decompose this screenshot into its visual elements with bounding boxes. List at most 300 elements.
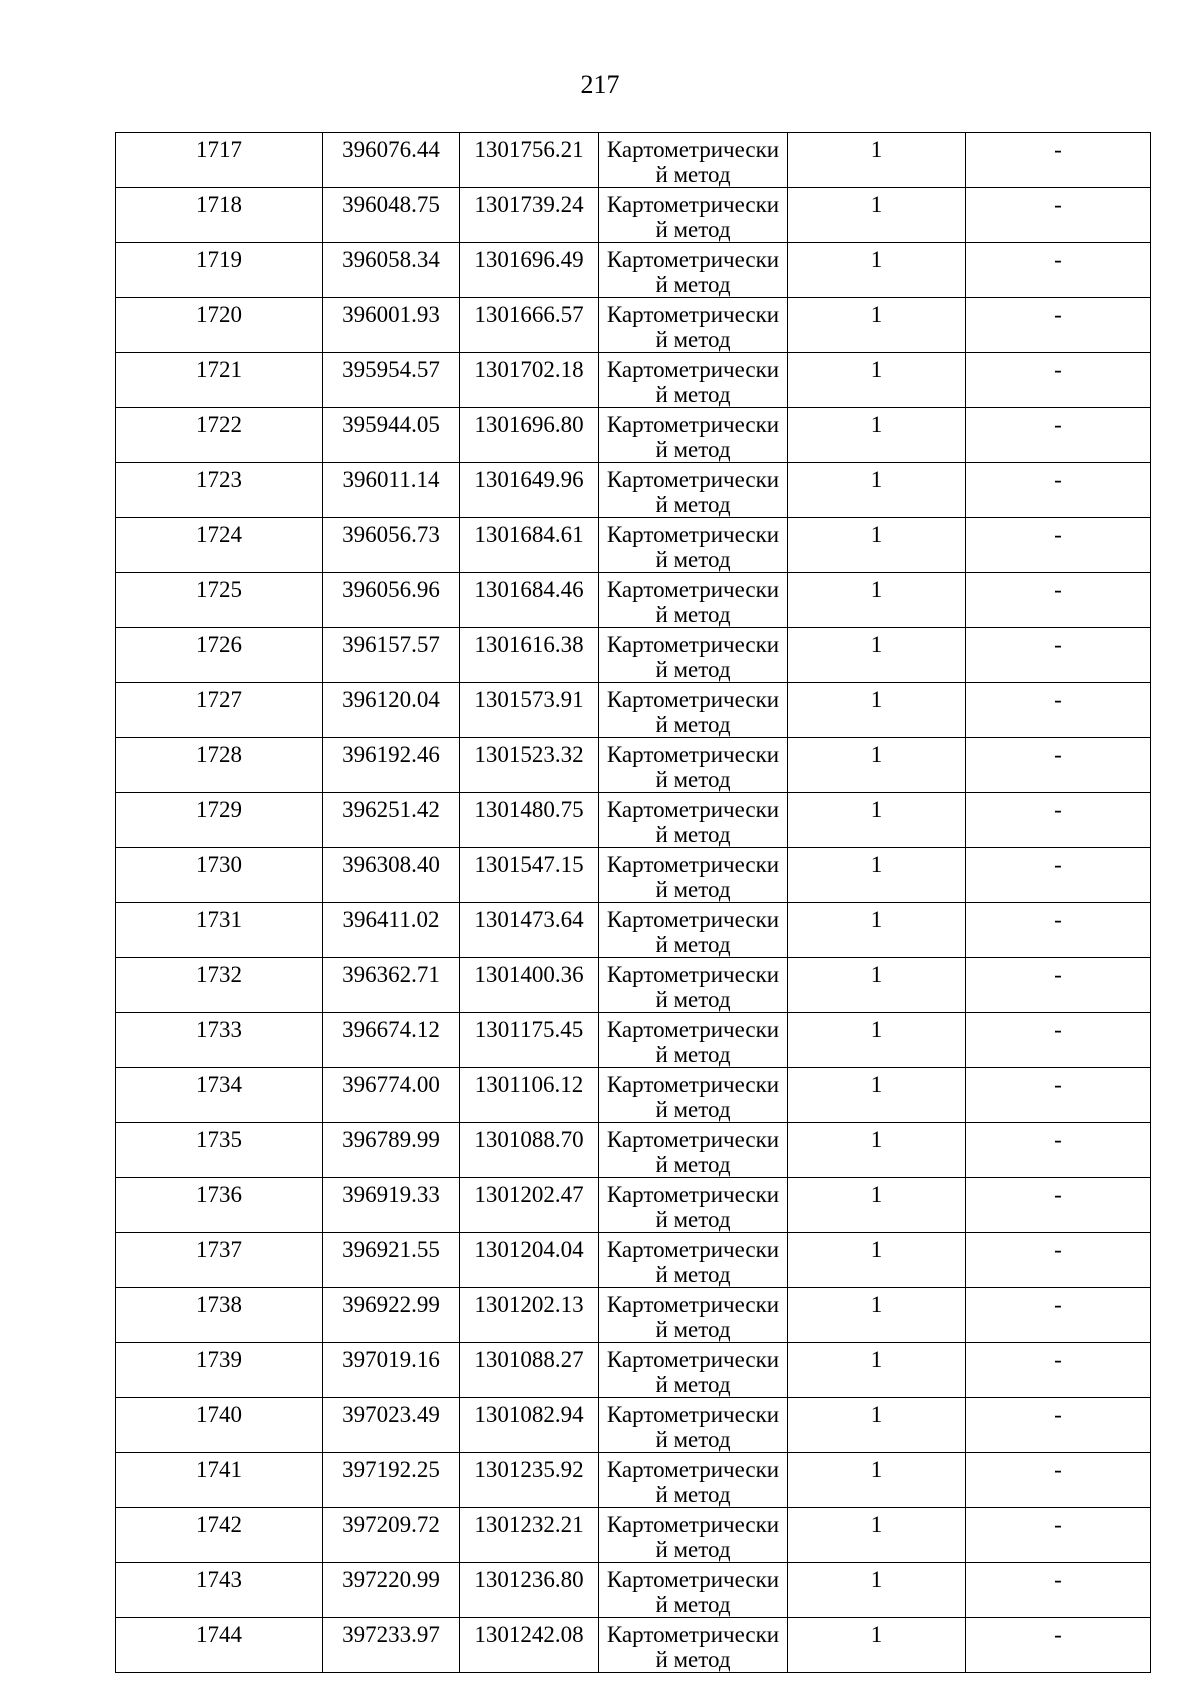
y-coordinate-cell-text: 1301739.24 [474, 192, 584, 217]
method-cell-text: Картометрический метод [606, 852, 780, 902]
note-cell [966, 1288, 1151, 1343]
note-cell [966, 1123, 1151, 1178]
accuracy-cell-text: 1 [870, 1182, 883, 1207]
point-number-cell-text: 1743 [196, 1567, 242, 1592]
y-coordinate-cell-text: 1301082.94 [474, 1402, 584, 1427]
y-coordinate-cell [460, 1618, 599, 1673]
method-cell-text: Картометрический метод [606, 357, 780, 407]
point-number-cell-text: 1722 [196, 412, 242, 437]
note-cell [966, 793, 1151, 848]
y-coordinate-cell [460, 408, 599, 463]
note-cell [966, 408, 1151, 463]
accuracy-cell-text: 1 [870, 687, 883, 712]
x-coordinate-cell [323, 1618, 460, 1673]
x-coordinate-cell-text: 396001.93 [342, 302, 440, 327]
accuracy-cell [788, 738, 966, 793]
note-cell-text: - [1054, 1402, 1062, 1427]
table-row [116, 738, 1151, 793]
method-cell-text: Картометрический метод [606, 137, 780, 187]
accuracy-cell [788, 1618, 966, 1673]
y-coordinate-cell-text: 1301473.64 [474, 907, 584, 932]
table-row [116, 243, 1151, 298]
method-cell [599, 683, 788, 738]
table-row [116, 1398, 1151, 1453]
table-row [116, 628, 1151, 683]
point-number-cell [116, 1453, 323, 1508]
x-coordinate-cell-text: 396048.75 [342, 192, 440, 217]
note-cell [966, 188, 1151, 243]
note-cell-text: - [1054, 632, 1062, 657]
note-cell [966, 1068, 1151, 1123]
method-cell [599, 1453, 788, 1508]
method-cell [599, 903, 788, 958]
note-cell-text: - [1054, 687, 1062, 712]
note-cell [966, 463, 1151, 518]
point-number-cell [116, 848, 323, 903]
method-cell [599, 738, 788, 793]
table-row [116, 573, 1151, 628]
accuracy-cell-text: 1 [870, 1402, 883, 1427]
y-coordinate-cell-text: 1301235.92 [474, 1457, 584, 1482]
point-number-cell [116, 408, 323, 463]
note-cell-text: - [1054, 1072, 1062, 1097]
y-coordinate-cell [460, 1013, 599, 1068]
y-coordinate-cell [460, 188, 599, 243]
method-cell [599, 958, 788, 1013]
table-row [116, 408, 1151, 463]
point-number-cell-text: 1728 [196, 742, 242, 767]
accuracy-cell-text: 1 [870, 467, 883, 492]
y-coordinate-cell-text: 1301106.12 [474, 1072, 584, 1097]
accuracy-cell-text: 1 [870, 1017, 883, 1042]
accuracy-cell [788, 1013, 966, 1068]
x-coordinate-cell [323, 683, 460, 738]
method-cell-text: Картометрический метод [606, 412, 780, 462]
x-coordinate-cell [323, 573, 460, 628]
accuracy-cell [788, 408, 966, 463]
note-cell [966, 243, 1151, 298]
accuracy-cell-text: 1 [870, 852, 883, 877]
method-cell [599, 408, 788, 463]
note-cell-text: - [1054, 1182, 1062, 1207]
x-coordinate-cell-text: 397019.16 [342, 1347, 440, 1372]
table-row [116, 518, 1151, 573]
method-cell-text: Картометрический метод [606, 302, 780, 352]
y-coordinate-cell-text: 1301573.91 [474, 687, 584, 712]
accuracy-cell-text: 1 [870, 907, 883, 932]
x-coordinate-cell-text: 396308.40 [342, 852, 440, 877]
table-row [116, 958, 1151, 1013]
accuracy-cell-text: 1 [870, 1347, 883, 1372]
y-coordinate-cell-text: 1301232.21 [474, 1512, 584, 1537]
x-coordinate-cell [323, 518, 460, 573]
x-coordinate-cell-text: 397023.49 [342, 1402, 440, 1427]
x-coordinate-cell-text: 396251.42 [342, 797, 440, 822]
method-cell-text: Картометрический метод [606, 1182, 780, 1232]
accuracy-cell [788, 1343, 966, 1398]
table-row [116, 353, 1151, 408]
x-coordinate-cell-text: 396157.57 [342, 632, 440, 657]
note-cell [966, 848, 1151, 903]
x-coordinate-cell-text: 395944.05 [342, 412, 440, 437]
method-cell [599, 1508, 788, 1563]
accuracy-cell [788, 793, 966, 848]
note-cell-text: - [1054, 137, 1062, 162]
x-coordinate-cell-text: 396789.99 [342, 1127, 440, 1152]
note-cell [966, 1013, 1151, 1068]
method-cell-text: Картометрический метод [606, 1567, 780, 1617]
x-coordinate-cell [323, 298, 460, 353]
point-number-cell-text: 1719 [196, 247, 242, 272]
y-coordinate-cell-text: 1301616.38 [474, 632, 584, 657]
method-cell-text: Картометрический метод [606, 1292, 780, 1342]
point-number-cell [116, 683, 323, 738]
x-coordinate-cell [323, 848, 460, 903]
method-cell [599, 133, 788, 188]
y-coordinate-cell-text: 1301696.80 [474, 412, 584, 437]
y-coordinate-cell [460, 903, 599, 958]
point-number-cell-text: 1729 [196, 797, 242, 822]
y-coordinate-cell [460, 1233, 599, 1288]
method-cell [599, 1013, 788, 1068]
method-cell [599, 1178, 788, 1233]
note-cell [966, 683, 1151, 738]
accuracy-cell-text: 1 [870, 577, 883, 602]
method-cell [599, 848, 788, 903]
point-number-cell [116, 188, 323, 243]
note-cell [966, 1233, 1151, 1288]
x-coordinate-cell-text: 396919.33 [342, 1182, 440, 1207]
accuracy-cell [788, 1068, 966, 1123]
y-coordinate-cell-text: 1301242.08 [474, 1622, 584, 1647]
table-row [116, 903, 1151, 958]
x-coordinate-cell-text: 396011.14 [342, 467, 440, 492]
note-cell-text: - [1054, 1347, 1062, 1372]
x-coordinate-cell [323, 1013, 460, 1068]
table-row [116, 1343, 1151, 1398]
method-cell [599, 1123, 788, 1178]
y-coordinate-cell [460, 848, 599, 903]
x-coordinate-cell [323, 133, 460, 188]
point-number-cell-text: 1731 [196, 907, 242, 932]
x-coordinate-cell [323, 188, 460, 243]
x-coordinate-cell-text: 396056.73 [342, 522, 440, 547]
method-cell-text: Картометрический метод [606, 1512, 780, 1562]
accuracy-cell [788, 463, 966, 518]
y-coordinate-cell-text: 1301202.47 [474, 1182, 584, 1207]
y-coordinate-cell [460, 1178, 599, 1233]
method-cell [599, 1233, 788, 1288]
point-number-cell [116, 1233, 323, 1288]
point-number-cell-text: 1744 [196, 1622, 242, 1647]
x-coordinate-cell-text: 397209.72 [342, 1512, 440, 1537]
method-cell [599, 1563, 788, 1618]
table-row [116, 1288, 1151, 1343]
note-cell-text: - [1054, 1457, 1062, 1482]
point-number-cell [116, 1123, 323, 1178]
y-coordinate-cell-text: 1301523.32 [474, 742, 584, 767]
accuracy-cell [788, 573, 966, 628]
method-cell [599, 628, 788, 683]
accuracy-cell [788, 1178, 966, 1233]
method-cell-text: Картометрический метод [606, 1457, 780, 1507]
x-coordinate-cell [323, 1233, 460, 1288]
point-number-cell-text: 1740 [196, 1402, 242, 1427]
accuracy-cell [788, 1288, 966, 1343]
note-cell-text: - [1054, 797, 1062, 822]
y-coordinate-cell [460, 738, 599, 793]
x-coordinate-cell [323, 958, 460, 1013]
x-coordinate-cell [323, 1288, 460, 1343]
point-number-cell-text: 1735 [196, 1127, 242, 1152]
accuracy-cell-text: 1 [870, 797, 883, 822]
table-row [116, 1123, 1151, 1178]
note-cell-text: - [1054, 192, 1062, 217]
table-row [116, 683, 1151, 738]
accuracy-cell-text: 1 [870, 1127, 883, 1152]
accuracy-cell [788, 628, 966, 683]
note-cell-text: - [1054, 962, 1062, 987]
point-number-cell-text: 1738 [196, 1292, 242, 1317]
method-cell [599, 793, 788, 848]
y-coordinate-cell [460, 1398, 599, 1453]
accuracy-cell [788, 903, 966, 958]
note-cell [966, 1343, 1151, 1398]
note-cell-text: - [1054, 357, 1062, 382]
point-number-cell-text: 1734 [196, 1072, 242, 1097]
note-cell-text: - [1054, 742, 1062, 767]
y-coordinate-cell [460, 958, 599, 1013]
method-cell-text: Картометрический метод [606, 797, 780, 847]
point-number-cell [116, 463, 323, 518]
point-number-cell-text: 1742 [196, 1512, 242, 1537]
y-coordinate-cell-text: 1301684.61 [474, 522, 584, 547]
accuracy-cell [788, 1233, 966, 1288]
accuracy-cell [788, 298, 966, 353]
table-row [116, 1618, 1151, 1673]
y-coordinate-cell-text: 1301088.27 [474, 1347, 584, 1372]
point-number-cell [116, 1343, 323, 1398]
y-coordinate-cell-text: 1301702.18 [474, 357, 584, 382]
point-number-cell [116, 1618, 323, 1673]
accuracy-cell-text: 1 [870, 412, 883, 437]
point-number-cell [116, 628, 323, 683]
y-coordinate-cell [460, 1343, 599, 1398]
y-coordinate-cell-text: 1301480.75 [474, 797, 584, 822]
point-number-cell-text: 1721 [196, 357, 242, 382]
y-coordinate-cell-text: 1301649.96 [474, 467, 584, 492]
point-number-cell [116, 1068, 323, 1123]
method-cell-text: Картометрический метод [606, 467, 780, 517]
note-cell [966, 628, 1151, 683]
x-coordinate-cell-text: 397192.25 [342, 1457, 440, 1482]
accuracy-cell [788, 518, 966, 573]
x-coordinate-cell [323, 628, 460, 683]
accuracy-cell [788, 1508, 966, 1563]
accuracy-cell [788, 133, 966, 188]
x-coordinate-cell-text: 396922.99 [342, 1292, 440, 1317]
accuracy-cell-text: 1 [870, 357, 883, 382]
point-number-cell [116, 133, 323, 188]
y-coordinate-cell [460, 1563, 599, 1618]
x-coordinate-cell [323, 738, 460, 793]
note-cell [966, 518, 1151, 573]
table-row [116, 1233, 1151, 1288]
table-row [116, 298, 1151, 353]
note-cell-text: - [1054, 1127, 1062, 1152]
method-cell-text: Картометрический метод [606, 742, 780, 792]
accuracy-cell [788, 1398, 966, 1453]
method-cell-text: Картометрический метод [606, 1402, 780, 1452]
y-coordinate-cell [460, 243, 599, 298]
x-coordinate-cell-text: 396411.02 [342, 907, 440, 932]
accuracy-cell [788, 683, 966, 738]
point-number-cell [116, 1563, 323, 1618]
page-number: 217 [580, 70, 620, 99]
method-cell-text: Картометрический метод [606, 192, 780, 242]
y-coordinate-cell [460, 573, 599, 628]
table-row [116, 1013, 1151, 1068]
x-coordinate-cell-text: 396076.44 [342, 137, 440, 162]
accuracy-cell-text: 1 [870, 1292, 883, 1317]
note-cell [966, 1453, 1151, 1508]
point-number-cell-text: 1727 [196, 687, 242, 712]
accuracy-cell-text: 1 [870, 522, 883, 547]
point-number-cell-text: 1736 [196, 1182, 242, 1207]
accuracy-cell-text: 1 [870, 1457, 883, 1482]
point-number-cell-text: 1732 [196, 962, 242, 987]
x-coordinate-cell [323, 903, 460, 958]
note-cell-text: - [1054, 907, 1062, 932]
method-cell-text: Картометрический метод [606, 962, 780, 1012]
note-cell [966, 1563, 1151, 1618]
y-coordinate-cell-text: 1301400.36 [474, 962, 584, 987]
point-number-cell [116, 1508, 323, 1563]
accuracy-cell [788, 958, 966, 1013]
x-coordinate-cell-text: 396120.04 [342, 687, 440, 712]
point-number-cell-text: 1737 [196, 1237, 242, 1262]
x-coordinate-cell [323, 1343, 460, 1398]
table-row [116, 1068, 1151, 1123]
y-coordinate-cell [460, 1288, 599, 1343]
point-number-cell [116, 353, 323, 408]
note-cell [966, 573, 1151, 628]
accuracy-cell [788, 848, 966, 903]
x-coordinate-cell-text: 396774.00 [342, 1072, 440, 1097]
point-number-cell [116, 243, 323, 298]
accuracy-cell-text: 1 [870, 302, 883, 327]
note-cell-text: - [1054, 247, 1062, 272]
note-cell [966, 133, 1151, 188]
note-cell-text: - [1054, 522, 1062, 547]
point-number-cell-text: 1718 [196, 192, 242, 217]
note-cell-text: - [1054, 467, 1062, 492]
note-cell [966, 958, 1151, 1013]
note-cell-text: - [1054, 1567, 1062, 1592]
x-coordinate-cell [323, 1178, 460, 1233]
accuracy-cell [788, 1123, 966, 1178]
note-cell-text: - [1054, 577, 1062, 602]
method-cell-text: Картометрический метод [606, 1017, 780, 1067]
note-cell [966, 1618, 1151, 1673]
x-coordinate-cell-text: 396674.12 [342, 1017, 440, 1042]
table-row [116, 463, 1151, 518]
x-coordinate-cell-text: 397233.97 [342, 1622, 440, 1647]
point-number-cell [116, 573, 323, 628]
note-cell [966, 903, 1151, 958]
method-cell-text: Картометрический метод [606, 1127, 780, 1177]
y-coordinate-cell [460, 1453, 599, 1508]
x-coordinate-cell-text: 396192.46 [342, 742, 440, 767]
accuracy-cell-text: 1 [870, 192, 883, 217]
table-row [116, 133, 1151, 188]
x-coordinate-cell [323, 1563, 460, 1618]
note-cell-text: - [1054, 412, 1062, 437]
y-coordinate-cell [460, 1508, 599, 1563]
y-coordinate-cell-text: 1301088.70 [474, 1127, 584, 1152]
method-cell-text: Картометрический метод [606, 1347, 780, 1397]
note-cell-text: - [1054, 1017, 1062, 1042]
note-cell-text: - [1054, 1622, 1062, 1647]
method-cell [599, 573, 788, 628]
method-cell [599, 1068, 788, 1123]
x-coordinate-cell-text: 395954.57 [342, 357, 440, 382]
method-cell [599, 1618, 788, 1673]
y-coordinate-cell [460, 353, 599, 408]
y-coordinate-cell-text: 1301175.45 [474, 1017, 584, 1042]
point-number-cell-text: 1725 [196, 577, 242, 602]
note-cell [966, 298, 1151, 353]
accuracy-cell-text: 1 [870, 1072, 883, 1097]
method-cell-text: Картометрический метод [606, 632, 780, 682]
method-cell [599, 1288, 788, 1343]
note-cell-text: - [1054, 852, 1062, 877]
point-number-cell-text: 1730 [196, 852, 242, 877]
point-number-cell [116, 1013, 323, 1068]
coordinates-table-body [116, 133, 1151, 1673]
x-coordinate-cell-text: 396362.71 [342, 962, 440, 987]
point-number-cell [116, 518, 323, 573]
method-cell [599, 298, 788, 353]
note-cell [966, 738, 1151, 793]
x-coordinate-cell [323, 1508, 460, 1563]
point-number-cell-text: 1741 [196, 1457, 242, 1482]
point-number-cell [116, 1398, 323, 1453]
note-cell-text: - [1054, 1292, 1062, 1317]
method-cell [599, 1343, 788, 1398]
point-number-cell [116, 738, 323, 793]
accuracy-cell-text: 1 [870, 1567, 883, 1592]
point-number-cell [116, 903, 323, 958]
method-cell [599, 188, 788, 243]
method-cell-text: Картометрический метод [606, 577, 780, 627]
y-coordinate-cell [460, 133, 599, 188]
y-coordinate-cell [460, 463, 599, 518]
method-cell [599, 518, 788, 573]
method-cell [599, 1398, 788, 1453]
y-coordinate-cell-text: 1301684.46 [474, 577, 584, 602]
point-number-cell-text: 1723 [196, 467, 242, 492]
accuracy-cell [788, 1563, 966, 1618]
point-number-cell [116, 298, 323, 353]
accuracy-cell-text: 1 [870, 1237, 883, 1262]
x-coordinate-cell [323, 408, 460, 463]
accuracy-cell [788, 1453, 966, 1508]
table-row [116, 1508, 1151, 1563]
y-coordinate-cell [460, 1068, 599, 1123]
point-number-cell-text: 1733 [196, 1017, 242, 1042]
method-cell-text: Картометрический метод [606, 687, 780, 737]
